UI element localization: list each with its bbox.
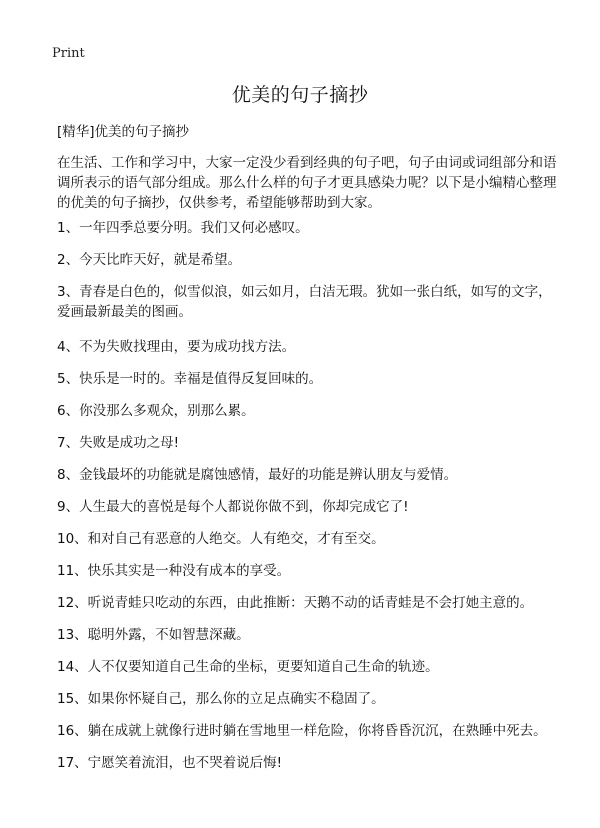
list-item: 3、青春是白色的，似雪似浪，如云如月，白洁无瑕。犹如一张白纸，如写的文字，爱画最新最美的图画。 — [57, 284, 552, 320]
list-item: 4、不为失败找理由，要为成功找方法。 — [57, 339, 296, 355]
intro-paragraph: 在生活、工作和学习中，大家一定没少看到经典的句子吧，句子由词或词组部分和语调所表示的语气部分组成。那么什么样的句子才更具感染力呢？以下是小编精心整理的优美的句子摘抄，仅供参考，希望能够帮助到大家。 — [57, 155, 557, 211]
article-subtitle: [精华]优美的句子摘抄 — [57, 124, 190, 140]
list-item: 13、聪明外露，不如智慧深藏。 — [57, 627, 250, 643]
list-item: 11、快乐其实是一种没有成本的享受。 — [57, 563, 291, 579]
page-title: 优美的句子摘抄 — [231, 84, 369, 106]
list-item: 10、和对自己有恶意的人绝交。人有绝交，才有至交。 — [57, 531, 385, 547]
list-item: 1、一年四季总要分明。我们又何必感叹。 — [57, 220, 309, 236]
print-link[interactable]: Print — [52, 46, 85, 61]
list-item: 16、躺在成就上就像行进时躺在雪地里一样危险，你将昏昏沉沉，在熟睡中死去。 — [57, 723, 547, 739]
list-item: 7、失败是成功之母! — [57, 435, 180, 451]
list-item: 2、今天比昨天好，就是希望。 — [57, 252, 242, 268]
list-item: 8、金钱最坏的功能就是腐蚀感情，最好的功能是辨认朋友与爱情。 — [57, 467, 458, 483]
list-item: 5、快乐是一时的。幸福是值得反复回味的。 — [57, 371, 323, 387]
list-item: 17、宁愿笑着流泪，也不哭着说后悔! — [57, 755, 283, 771]
list-item: 14、人不仅要知道自己生命的坐标，更要知道自己生命的轨迹。 — [57, 659, 439, 675]
list-item: 9、人生最大的喜悦是每个人都说你做不到，你却完成它了! — [57, 499, 409, 515]
list-item: 6、你没那么多观众，别那么累。 — [57, 403, 255, 419]
list-item: 15、如果你怀疑自己，那么你的立足点确实不稳固了。 — [57, 691, 385, 707]
sentence-list — [57, 218, 557, 785]
list-item: 12、听说青蛙只吃动的东西，由此推断：天鹅不动的话青蛙是不会打她主意的。 — [57, 595, 534, 611]
